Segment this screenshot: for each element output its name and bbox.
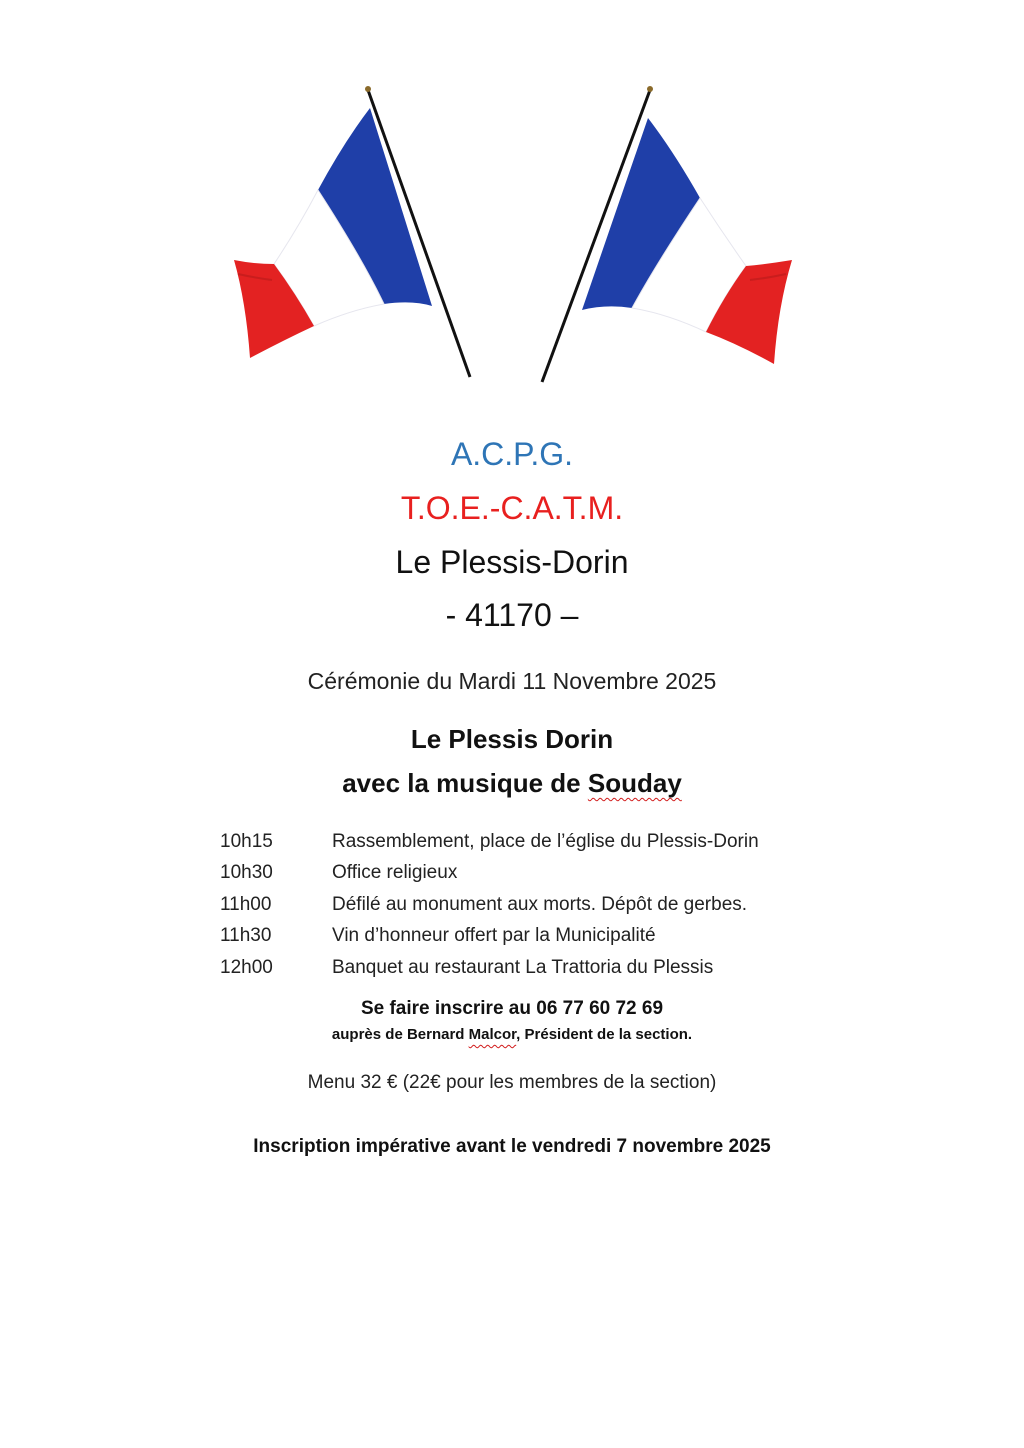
schedule-description: Rassemblement, place de l’église du Plessis-Dorin bbox=[332, 830, 759, 852]
schedule-description: Vin d’honneur offert par la Municipalité bbox=[332, 925, 656, 947]
schedule-row bbox=[220, 921, 820, 953]
registration-deadline: Inscription impérative avant le vendredi 7 novembre 2025 bbox=[253, 1136, 771, 1157]
contact-prefix: auprès de Bernard bbox=[331, 1026, 469, 1043]
schedule-row bbox=[220, 952, 820, 984]
french-flag-right-icon bbox=[532, 82, 792, 387]
schedule-description: Office religieux bbox=[332, 862, 458, 884]
schedule-time: 11h30 bbox=[220, 925, 272, 947]
schedule-row bbox=[220, 858, 820, 890]
schedule-row bbox=[220, 889, 820, 921]
french-flag-left-icon bbox=[232, 82, 492, 387]
schedule-time: 10h15 bbox=[220, 830, 273, 852]
postal-code: - 41170 – bbox=[445, 597, 579, 633]
schedule-time: 10h30 bbox=[220, 862, 273, 884]
contact-suffix: , Président de la section. bbox=[516, 1026, 693, 1043]
registration-contact bbox=[0, 1026, 1024, 1043]
schedule-row bbox=[220, 826, 820, 858]
schedule-time: 11h00 bbox=[220, 893, 272, 915]
association-name: A.C.P.G. bbox=[450, 436, 574, 472]
section-name: T.O.E.-C.A.T.M. bbox=[400, 490, 624, 526]
music-prefix: avec la musique de bbox=[342, 768, 588, 798]
schedule-list bbox=[220, 826, 820, 984]
town-name: Le Plessis-Dorin bbox=[395, 544, 629, 580]
contact-name: Malcor bbox=[468, 1026, 517, 1043]
event-location: Le Plessis Dorin bbox=[410, 724, 614, 754]
ceremony-title: Cérémonie du Mardi 11 Novembre 2025 bbox=[307, 668, 717, 694]
schedule-description: Défilé au monument aux morts. Dépôt de gerbes. bbox=[332, 893, 748, 915]
schedule-description: Banquet au restaurant La Trattoria du Plessis bbox=[332, 956, 714, 978]
menu-price: Menu 32 € (22€ pour les membres de la section) bbox=[307, 1072, 717, 1093]
registration-phone: Se faire inscrire au 06 77 60 72 69 bbox=[360, 998, 664, 1019]
music-line bbox=[0, 768, 1024, 799]
music-band: Souday bbox=[587, 768, 682, 798]
schedule-time: 12h00 bbox=[220, 956, 273, 978]
